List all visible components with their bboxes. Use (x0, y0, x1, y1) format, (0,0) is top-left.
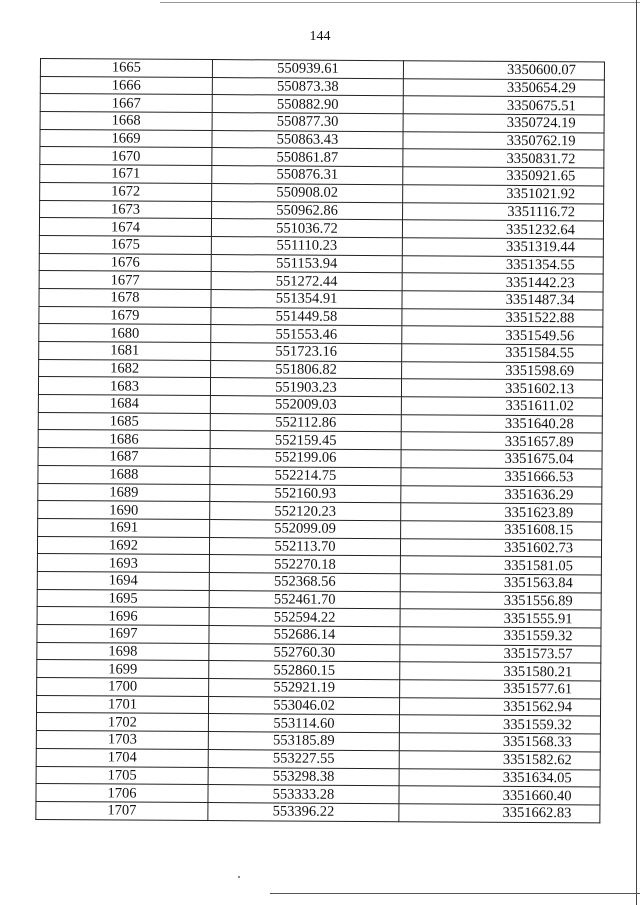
y-coordinate-cell: 3351580.21 (400, 662, 601, 681)
point-number-cell: 1706 (36, 784, 208, 803)
x-coordinate-cell: 550861.87 (212, 148, 403, 167)
x-coordinate-cell: 552159.45 (210, 431, 401, 450)
y-coordinate-cell: 3351602.73 (400, 538, 601, 557)
y-coordinate-cell: 3350724.19 (403, 114, 604, 133)
point-number-cell: 1702 (36, 713, 208, 732)
y-coordinate-cell: 3351660.40 (399, 786, 600, 805)
x-coordinate-cell: 551354.91 (211, 289, 402, 308)
point-number-cell: 1675 (39, 235, 211, 254)
x-coordinate-cell: 552120.23 (210, 502, 401, 521)
coordinates-table (35, 58, 605, 823)
x-coordinate-cell: 553114.60 (208, 714, 399, 733)
point-number-cell: 1696 (37, 607, 209, 626)
y-coordinate-cell: 3351354.55 (402, 255, 603, 274)
x-coordinate-cell: 553227.55 (208, 749, 399, 768)
x-coordinate-cell: 552461.70 (209, 590, 400, 609)
y-coordinate-cell: 3351522.88 (402, 308, 603, 327)
point-number-cell: 1694 (37, 571, 209, 590)
x-coordinate-cell: 551153.94 (211, 254, 402, 273)
x-coordinate-cell: 553333.28 (208, 785, 399, 804)
y-coordinate-cell: 3351487.34 (402, 291, 603, 310)
y-coordinate-cell: 3351584.55 (402, 344, 603, 363)
x-coordinate-cell: 550873.38 (212, 77, 403, 96)
x-coordinate-cell: 550908.02 (212, 183, 403, 202)
scan-speck (238, 876, 240, 878)
x-coordinate-cell: 552099.09 (210, 519, 401, 538)
point-number-cell: 1681 (39, 341, 211, 360)
point-number-cell: 1690 (38, 501, 210, 520)
x-coordinate-cell: 553046.02 (208, 696, 399, 715)
point-number-cell: 1688 (38, 465, 210, 484)
y-coordinate-cell: 3350675.51 (403, 96, 604, 115)
x-coordinate-cell: 550863.43 (212, 130, 403, 149)
point-number-cell: 1686 (38, 430, 210, 449)
y-coordinate-cell: 3351232.64 (402, 220, 603, 239)
x-coordinate-cell: 552368.56 (209, 572, 400, 591)
y-coordinate-cell: 3351555.91 (400, 609, 601, 628)
x-coordinate-cell: 553185.89 (208, 732, 399, 751)
y-coordinate-cell: 3350921.65 (403, 167, 604, 186)
x-coordinate-cell: 550962.86 (212, 201, 403, 220)
y-coordinate-cell: 3351556.89 (400, 591, 601, 610)
y-coordinate-cell: 3351636.29 (401, 485, 602, 504)
point-number-cell: 1704 (36, 748, 208, 767)
y-coordinate-cell: 3351598.69 (402, 361, 603, 380)
point-number-cell: 1668 (40, 112, 212, 131)
y-coordinate-cell: 3351608.15 (401, 521, 602, 540)
x-coordinate-cell: 552009.03 (210, 396, 401, 415)
y-coordinate-cell: 3350831.72 (403, 149, 604, 168)
point-number-cell: 1672 (40, 182, 212, 201)
y-coordinate-cell: 3351559.32 (400, 627, 601, 646)
point-number-cell: 1689 (38, 483, 210, 502)
x-coordinate-cell: 550939.61 (212, 60, 403, 79)
y-coordinate-cell: 3351657.89 (401, 432, 602, 451)
x-coordinate-cell: 552760.30 (209, 643, 400, 662)
point-number-cell: 1670 (40, 147, 212, 166)
y-coordinate-cell: 3351602.13 (401, 379, 602, 398)
x-coordinate-cell: 551553.46 (211, 325, 402, 344)
y-coordinate-cell: 3351573.57 (400, 644, 601, 663)
point-number-cell: 1695 (37, 589, 209, 608)
y-coordinate-cell: 3351562.94 (399, 697, 600, 716)
table-row (36, 801, 600, 822)
x-coordinate-cell: 552214.75 (210, 466, 401, 485)
x-coordinate-cell: 551806.82 (211, 360, 402, 379)
point-number-cell: 1666 (40, 76, 212, 95)
y-coordinate-cell: 3351549.56 (402, 326, 603, 345)
y-coordinate-cell: 3351577.61 (400, 680, 601, 699)
point-number-cell: 1677 (39, 271, 211, 290)
point-number-cell: 1705 (36, 766, 208, 785)
point-number-cell: 1693 (37, 554, 209, 573)
y-coordinate-cell: 3351442.23 (402, 273, 603, 292)
point-number-cell: 1673 (40, 200, 212, 219)
point-number-cell: 1701 (36, 695, 208, 714)
point-number-cell: 1678 (39, 288, 211, 307)
point-number-cell: 1707 (36, 801, 208, 820)
y-coordinate-cell: 3351021.92 (403, 185, 604, 204)
point-number-cell: 1700 (37, 678, 209, 697)
y-coordinate-cell: 3351581.05 (400, 556, 601, 575)
x-coordinate-cell: 551036.72 (211, 219, 402, 238)
point-number-cell: 1699 (37, 660, 209, 679)
scan-top-edge (160, 2, 640, 3)
y-coordinate-cell: 3351611.02 (401, 397, 602, 416)
point-number-cell: 1674 (39, 218, 211, 237)
y-coordinate-cell: 3351319.44 (402, 238, 603, 257)
x-coordinate-cell: 552594.22 (209, 608, 400, 627)
y-coordinate-cell: 3351640.28 (401, 414, 602, 433)
y-coordinate-cell: 3351568.33 (399, 733, 600, 752)
y-coordinate-cell: 3350762.19 (403, 131, 604, 150)
y-coordinate-cell: 3350654.29 (403, 78, 604, 97)
x-coordinate-cell: 552160.93 (210, 484, 401, 503)
point-number-cell: 1703 (36, 731, 208, 750)
point-number-cell: 1676 (39, 253, 211, 272)
point-number-cell: 1669 (40, 129, 212, 148)
x-coordinate-cell: 552270.18 (209, 555, 400, 574)
point-number-cell: 1682 (39, 359, 211, 378)
x-coordinate-cell: 551723.16 (211, 343, 402, 362)
point-number-cell: 1691 (38, 518, 210, 537)
point-number-cell: 1692 (37, 536, 209, 555)
coordinates-table-body (36, 59, 605, 823)
x-coordinate-cell: 551272.44 (211, 272, 402, 291)
point-number-cell: 1680 (39, 324, 211, 343)
x-coordinate-cell: 552686.14 (209, 626, 400, 645)
y-coordinate-cell: 3351666.53 (401, 468, 602, 487)
y-coordinate-cell: 3351662.83 (399, 804, 600, 823)
x-coordinate-cell: 551903.23 (210, 378, 401, 397)
point-number-cell: 1671 (40, 165, 212, 184)
scan-right-edge (636, 0, 637, 905)
x-coordinate-cell: 550882.90 (212, 95, 403, 114)
y-coordinate-cell: 3351563.84 (400, 574, 601, 593)
x-coordinate-cell: 552112.86 (210, 413, 401, 432)
point-number-cell: 1697 (37, 624, 209, 643)
point-number-cell: 1698 (37, 642, 209, 661)
x-coordinate-cell: 550876.31 (212, 166, 403, 185)
y-coordinate-cell: 3351559.32 (399, 715, 600, 734)
y-coordinate-cell: 3351116.72 (403, 202, 604, 221)
x-coordinate-cell: 553396.22 (208, 802, 399, 821)
point-number-cell: 1679 (39, 306, 211, 325)
y-coordinate-cell: 3351582.62 (399, 751, 600, 770)
point-number-cell: 1687 (38, 448, 210, 467)
y-coordinate-cell: 3351623.89 (401, 503, 602, 522)
x-coordinate-cell: 551449.58 (211, 307, 402, 326)
x-coordinate-cell: 552860.15 (209, 661, 400, 680)
x-coordinate-cell: 550877.30 (212, 113, 403, 132)
point-number-cell: 1665 (40, 59, 212, 78)
x-coordinate-cell: 552199.06 (210, 449, 401, 468)
point-number-cell: 1683 (38, 377, 210, 396)
x-coordinate-cell: 553298.38 (208, 767, 399, 786)
x-coordinate-cell: 552113.70 (209, 537, 400, 556)
x-coordinate-cell: 552921.19 (209, 679, 400, 698)
point-number-cell: 1667 (40, 94, 212, 113)
bottom-rule (270, 893, 640, 894)
x-coordinate-cell: 551110.23 (211, 236, 402, 255)
y-coordinate-cell: 3351634.05 (399, 768, 600, 787)
y-coordinate-cell: 3351675.04 (401, 450, 602, 469)
page-number: 144 (309, 29, 331, 44)
point-number-cell: 1685 (38, 412, 210, 431)
point-number-cell: 1684 (38, 395, 210, 414)
y-coordinate-cell: 3350600.07 (403, 61, 604, 80)
